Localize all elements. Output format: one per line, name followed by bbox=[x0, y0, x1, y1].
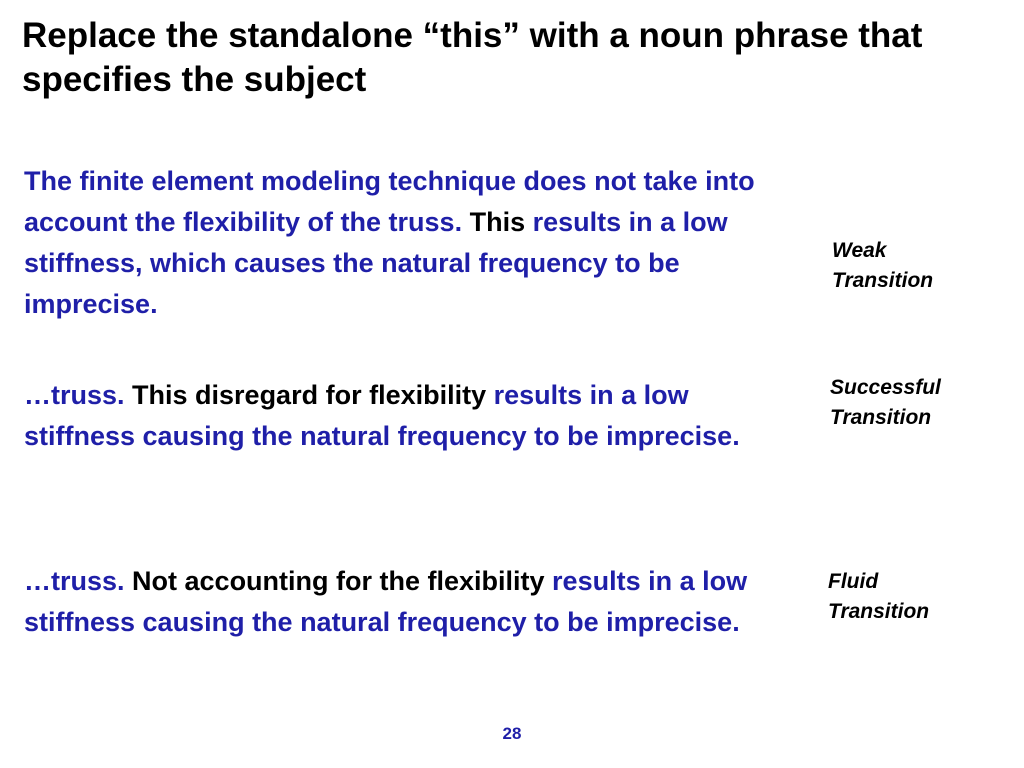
annotation-fluid-transition bbox=[828, 567, 929, 627]
example-weak-text-1: The finite element modeling technique does not take into account the flexibility of the truss. bbox=[24, 166, 755, 237]
example-successful-text-1: …truss. bbox=[24, 380, 133, 410]
annotation-successful-line2: Transition bbox=[830, 406, 932, 429]
example-successful-transition bbox=[24, 375, 754, 457]
annotation-weak-line1: Weak bbox=[832, 239, 887, 262]
annotation-weak-transition bbox=[832, 236, 933, 296]
annotation-successful-transition bbox=[830, 373, 941, 433]
slide-title: Replace the standalone “this” with a noun phrase that specifies the subject bbox=[22, 16, 923, 99]
annotation-fluid-line2: Transition bbox=[828, 600, 930, 623]
example-weak-transition bbox=[24, 161, 784, 325]
example-fluid-text-2: results in a low stiffness causing the natural frequency to be imprecise. bbox=[24, 566, 748, 637]
example-fluid-text-1: …truss. bbox=[24, 566, 133, 596]
example-successful-highlight: This disregard for flexibility bbox=[132, 380, 487, 410]
page-number: 28 bbox=[502, 724, 522, 743]
annotation-successful-line1: Successful bbox=[830, 376, 941, 399]
annotation-weak-line2: Transition bbox=[832, 269, 934, 292]
example-weak-text-2: results in a low stiffness, which causes the natural frequency to be imprecise. bbox=[24, 207, 728, 319]
example-successful-text-2: results in a low stiffness causing the natural frequency to be imprecise. bbox=[24, 380, 740, 451]
example-fluid-transition bbox=[24, 561, 754, 643]
example-weak-highlight: This bbox=[469, 207, 526, 237]
annotation-fluid-line1: Fluid bbox=[828, 570, 879, 593]
example-fluid-highlight: Not accounting for the flexibility bbox=[132, 566, 545, 596]
